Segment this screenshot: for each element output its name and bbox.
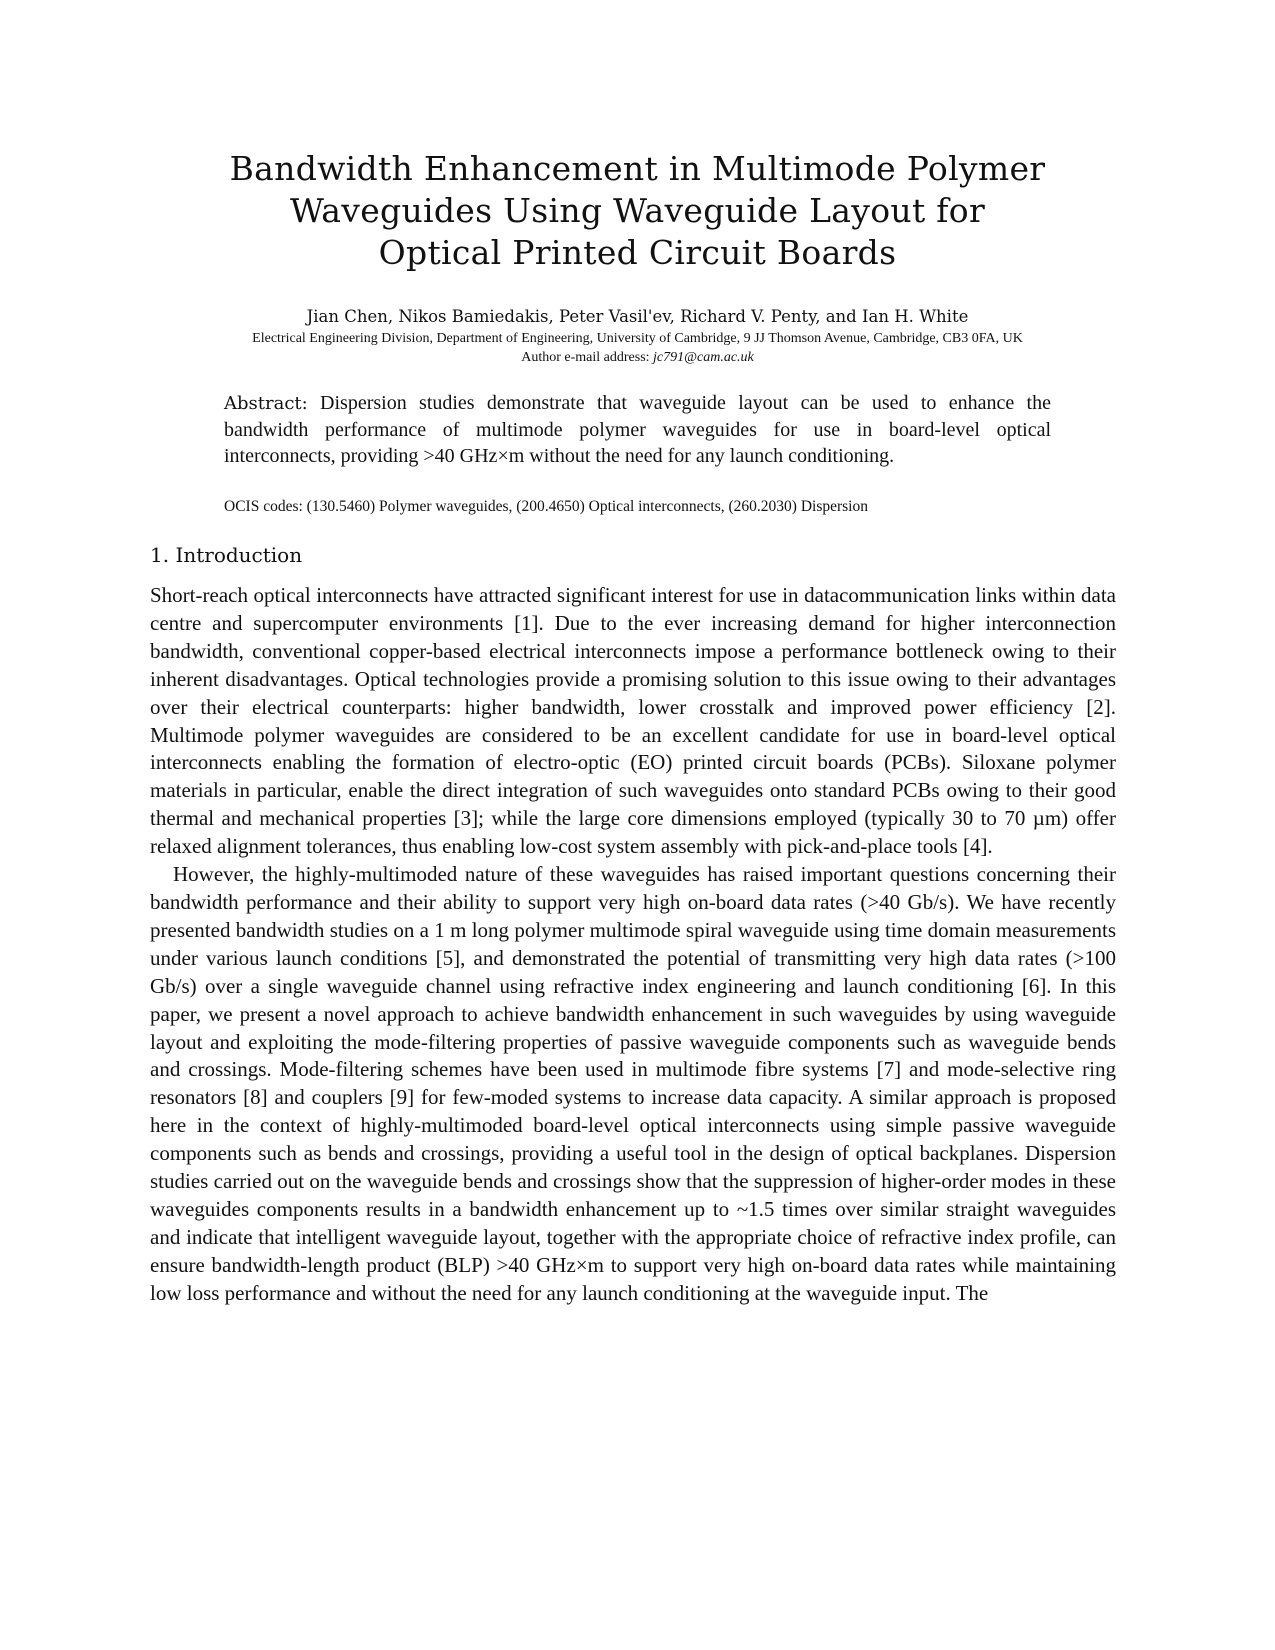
abstract [224,390,1051,469]
paragraph-1: Short-reach optical interconnects have attracted significant interest for use in datacommunication links within data centre and supercomputer environments [1]. Due to the ever increasing demand for higher interconnection bandwidth, conventional copper-based electrical interconnects impose a performance bottleneck owing to their inherent disadvantages. Optical technologies provide a promising solution to this issue owing to their advantages over their electrical counterparts: higher bandwidth, lower crosstalk and improved power efficiency [2]. Multimode polymer waveguides are considered to be an excellent candidate for use in board-level optical interconnects enabling the formation of electro-optic (EO) printed circuit boards (PCBs). Siloxane polymer materials in particular, enable the direct integration of such waveguides onto standard PCBs owing to their good thermal and mechanical properties [3]; while the large core dimensions employed (typically 30 to 70 µm) offer relaxed alignment tolerances, thus enabling low-cost system assembly with pick-and-place tools [4]. [150,583,1116,859]
abstract-label: Abstract: [224,393,308,414]
author-list: Jian Chen, Nikos Bamiedakis, Peter Vasil'ev, Richard V. Penty, and Ian H. White [306,307,969,326]
paragraph-2: However, the highly-multimoded nature of these waveguides has raised important questions concerning their bandwidth performance and their ability to support very high on-board data rates (>40 Gb/s). We have recently presented bandwidth studies on a 1 m long polymer multimode spiral waveguide using time domain measurements under various launch conditions [5], and demonstrated the potential of transmitting very high data rates (>100 Gb/s) over a single waveguide channel using refractive index engineering and launch conditioning [6]. In this paper, we present a novel approach to achieve bandwidth enhancement in such waveguides by using waveguide layout and exploiting the mode-filtering properties of passive waveguide components such as waveguide bends and crossings. Mode-filtering schemes have been used in multimode fibre systems [7] and mode-selective ring resonators [8] and couplers [9] for few-moded systems to increase data capacity. A similar approach is proposed here in the context of highly-multimoded board-level optical interconnects using simple passive waveguide components such as bends and crossings, providing a useful tool in the design of optical backplanes. Dispersion studies carried out on the waveguide bends and crossings show that the suppression of higher-order modes in these waveguides components results in a bandwidth enhancement up to ~1.5 times over similar straight waveguides and indicate that intelligent waveguide layout, together with the appropriate choice of refractive index profile, can ensure bandwidth-length product (BLP) >40 GHz×m to support very high on-board data rates while maintaining low loss performance and without the need for any launch conditioning at the waveguide input. The [150,862,1116,1305]
affiliation: Electrical Engineering Division, Department of Engineering, University of Cambridge, 9 JJ Thomson Avenue, Cambridge, CB3 0FA, UK [252,331,1023,346]
email-address: jc791@cam.ac.uk [653,350,754,365]
introduction-body [150,582,1116,1308]
title-line-1: Bandwidth Enhancement in Multimode Polymer [229,149,1046,188]
author-email-line [120,349,1155,366]
abstract-text: Dispersion studies demonstrate that waveguide layout can be used to enhance the bandwidth performance of multimode polymer waveguides for use in board-level optical interconnects, providing >40 GHz×m without the need for any launch conditioning. [224,392,1051,467]
section-heading-introduction: 1. Introduction [150,543,303,567]
paper-title [150,148,1125,274]
title-line-3: Optical Printed Circuit Boards [378,233,897,272]
title-line-2: Waveguides Using Waveguide Layout for [289,191,986,230]
ocis-codes: OCIS codes: (130.5460) Polymer waveguides, (200.4650) Optical interconnects, (260.2030) Dispersion [224,498,868,515]
email-label: Author e-mail address: [521,350,654,365]
